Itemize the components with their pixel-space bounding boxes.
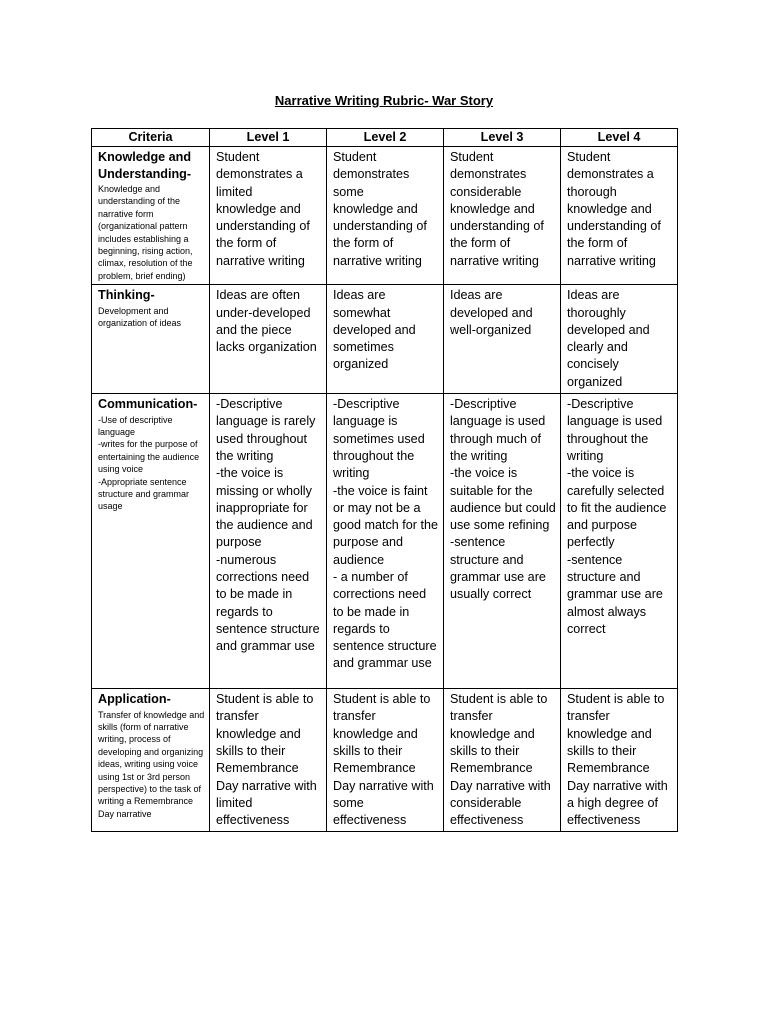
criteria-cell — [92, 285, 210, 394]
level-cell — [327, 394, 444, 689]
level-text: Ideas are thoroughly developed and clearly and concisely organized — [567, 288, 650, 389]
level-text: Student demonstrates considerable knowledge and understanding of the form of narrative writing — [450, 150, 544, 268]
criteria-cell — [92, 394, 210, 689]
criteria-cell — [92, 689, 210, 832]
header-level-4: Level 4 — [561, 129, 678, 147]
table-row — [92, 147, 678, 285]
header-level-2: Level 2 — [327, 129, 444, 147]
criteria-cell — [92, 147, 210, 285]
level-cell — [327, 285, 444, 394]
level-text: Student demonstrates a thorough knowledge and understanding of the form of narrative writing — [567, 150, 661, 268]
header-row — [92, 129, 678, 147]
level-cell — [444, 394, 561, 689]
level-cell — [561, 394, 678, 689]
header-level-1: Level 1 — [210, 129, 327, 147]
level-cell — [561, 147, 678, 285]
level-text: Student is able to transfer knowledge and skills to their Remembrance Day narrative with considerable effectiveness — [450, 692, 551, 828]
level-cell — [210, 147, 327, 285]
criteria-description: Transfer of knowledge and skills (form of narrative writing, process of developing and organizing ideas, writing using voice using 1st or 3rd person perspective) to the task of writing a Remembrance Day narrative — [98, 709, 205, 819]
level-cell — [327, 689, 444, 832]
rubric-table — [91, 128, 678, 832]
document-title: Narrative Writing Rubric- War Story — [274, 93, 494, 108]
level-text: Ideas are somewhat developed and sometimes organized — [333, 288, 416, 372]
level-cell — [327, 147, 444, 285]
level-text: -Descriptive language is rarely used throughout the writing -the voice is missing or wholly inappropriate for the audience and purpose -numerous corrections need to be made in regards to sentence structure and grammar use — [216, 397, 320, 654]
level-text: -Descriptive language is used throughout the writing -the voice is carefully selected to fit the audience and purpose perfectly -sentence structure and grammar use are almost always correct — [567, 397, 667, 636]
criteria-name: Application- — [98, 692, 171, 707]
header-criteria: Criteria — [92, 129, 210, 147]
level-text: -Descriptive language is sometimes used throughout the writing -the voice is faint or may not be a good match for the purpose and audience - a number of corrections need to be made in regards to sentence structure and grammar use — [333, 397, 439, 671]
criteria-description: -Use of descriptive language -writes for the purpose of entertaining the audience using voice -Appropriate sentence structure and grammar usage — [98, 414, 200, 512]
criteria-name: Thinking- — [98, 288, 155, 303]
criteria-name: Knowledge and Understanding- — [98, 150, 192, 181]
level-text: Student is able to transfer knowledge and skills to their Remembrance Day narrative with limited effectiveness — [216, 692, 317, 828]
table-row — [92, 285, 678, 394]
level-text: Student demonstrates a limited knowledge and understanding of the form of narrative writing — [216, 150, 310, 268]
level-text: Student demonstrates some knowledge and understanding of the form of narrative writing — [333, 150, 427, 268]
level-cell — [561, 689, 678, 832]
table-row — [92, 689, 678, 832]
level-text: Student is able to transfer knowledge and skills to their Remembrance Day narrative with a high degree of effectiveness — [567, 692, 668, 828]
level-cell — [444, 147, 561, 285]
level-cell — [210, 394, 327, 689]
level-cell — [210, 285, 327, 394]
criteria-name: Communication- — [98, 397, 198, 412]
level-text: Ideas are often under-developed and the piece lacks organization — [216, 288, 317, 355]
level-cell — [210, 689, 327, 832]
table-row — [92, 394, 678, 689]
level-text: Ideas are developed and well-organized — [450, 288, 533, 337]
header-level-3: Level 3 — [444, 129, 561, 147]
level-cell — [444, 285, 561, 394]
criteria-description: Development and organization of ideas — [98, 305, 182, 329]
level-text: Student is able to transfer knowledge and skills to their Remembrance Day narrative with some effectiveness — [333, 692, 434, 828]
level-text: -Descriptive language is used through much of the writing -the voice is suitable for the audience but could use some refining -sentence structure and grammar use are usually correct — [450, 397, 556, 602]
criteria-description: Knowledge and understanding of the narrative form (organizational pattern includes establishing a beginning, rising action, climax, resolution of the problem, brief ending) — [98, 184, 193, 281]
level-cell — [444, 689, 561, 832]
level-cell — [561, 285, 678, 394]
